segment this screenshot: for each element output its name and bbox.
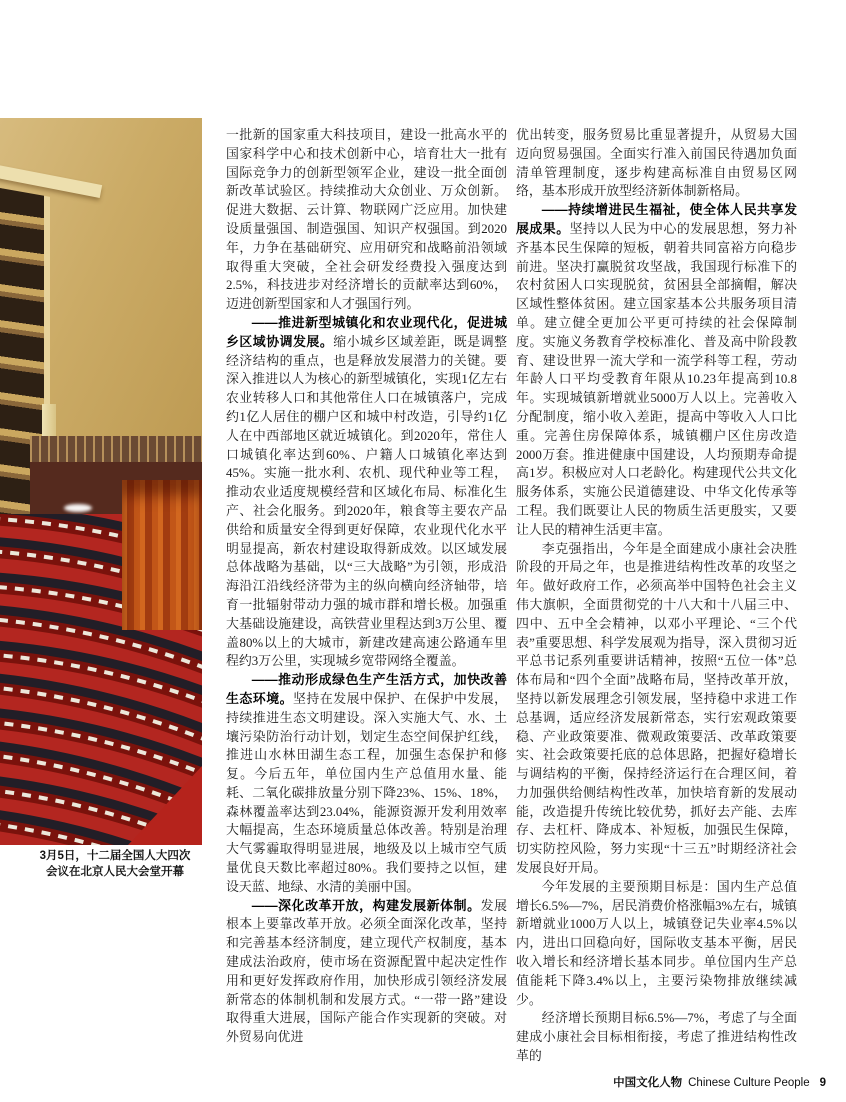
paragraph-text: 发展根本上要靠改革开放。必须全面深化改革，坚持和完善基本经济制度，建立现代产权制度，基本建成法治政府，使市场在资源配置中起决定性作用和更好发挥政府作用，加快形成引领经济发展新常态的体制机制和发展方式。“一带一路”建设取得重大进展，国际产能合作实现新的突破。对外贸易向优进 bbox=[226, 898, 508, 1045]
paragraph-growth-target bbox=[516, 1009, 797, 1065]
paragraph-text: 经济增长预期目标6.5%—7%，考虑了与全面建成小康社会目标相衔接，考虑了推进结构性改革的 bbox=[516, 1011, 797, 1064]
paragraph-reform-opening bbox=[226, 897, 507, 1047]
paragraph-trade bbox=[516, 126, 797, 201]
paragraph-text: 坚持在发展中保护、在保护中发展，持续推进生态文明建设。深入实施大气、水、土壤污染防治行动计划，划定生态空间保护红线，推进山水林田湖生态工程，加强生态保护和修复。今后五年，单位国内生产总值用水量、能耗、二氧化碳排放量分别下降23%、15%、18%，森林覆盖率达到23.04%，能源资源开发利用效率大幅提高，生态环境质量总体改善。特别是治理大气雾霾取得明显进展，地级及以上城市空气质量优良天数比率超过80%。我们要持之以恒，建设天蓝、地绿、水清的美丽中国。 bbox=[226, 691, 508, 894]
photo-caption-line2: 会议在北京人民大会堂开幕 bbox=[46, 865, 184, 878]
paragraph-science-tech bbox=[226, 126, 507, 314]
article-column-1 bbox=[226, 126, 507, 1047]
footer-magazine-name-cn: 中国文化人物 bbox=[613, 1077, 683, 1089]
article-column-2 bbox=[516, 126, 797, 1066]
page-footer bbox=[613, 1074, 826, 1090]
paragraph-urbanization bbox=[226, 314, 507, 671]
paragraph-livelihood bbox=[516, 201, 797, 539]
paragraph-lead: ——推进新型城镇化和农业现代化，促进城乡区域协调发展。 bbox=[226, 314, 507, 349]
paragraph-likeqiang-remarks bbox=[516, 540, 797, 878]
paragraph-text: 缩小城乡区域差距，既是调整经济结构的重点，也是释放发展潜力的关键。要深入推进以人为核心的新型城镇化，实现1亿左右农业转移人口和其他常住人口在城镇落户，完成约1亿人居住的棚户区和城中村改造，引导约1亿人在中西部地区就近城镇化。到2020年，常住人口城镇化率达到60%、户籍人口城镇化率达到45%。实施一批水利、农机、现代种业等工程，推动农业适度规模经营和区域化布局、标准化生产、社会化服务。到2020年，粮食等主要农产品供给和质量安全得到更好保障，农业现代化水平明显提高，新农村建设取得新成效。以区域发展总体战略为基础，以“三大战略”为引领，形成沿海沿江沿线经济带为主的纵向横向经济轴带，培育一批辐射带动力强的城市群和增长极。加强重大基础设施建设，高铁营业里程达到3万公里、覆盖80%以上的大城市，新建改建高速公路通车里程约3万公里，实现城乡宽带网络全覆盖。 bbox=[226, 334, 508, 669]
photo-caption-line1: 3月5日，十二届全国人大四次 bbox=[39, 850, 191, 862]
paragraph-lead: ——持续增进民生福祉，使全体人民共享发展成果。 bbox=[516, 202, 797, 236]
paragraph-text: 优出转变，服务贸易比重显著提升，从贸易大国迈向贸易强国。全面实行准入前国民待遇加负面清单管理制度，逐步构建高标准自由贸易区网络，基本形成开放型经济新体制新格局。 bbox=[516, 128, 797, 199]
paragraph-lead: ——推动形成绿色生产生活方式，加快改善生态环境。 bbox=[226, 672, 507, 706]
footer-magazine-name-en: Chinese Culture People bbox=[688, 1077, 810, 1089]
paragraph-text: 今年发展的主要预期目标是：国内生产总值增长6.5%—7%，居民消费价格涨幅3%左右，城镇新增就业1000万人以上，城镇登记失业率4.5%以内，进出口回稳向好，国际收支基本平衡，居民收入增长和经济增长基本同步。单位国内生产总值能耗下降3.4%以上，主要污染物排放继续减少。 bbox=[516, 879, 797, 1007]
paragraph-text: 李克强指出，今年是全面建成小康社会决胜阶段的开局之年，也是推进结构性改革的攻坚之年。做好政府工作，必须高举中国特色社会主义伟大旗帜，全面贯彻党的十八大和十八届三中、四中、五中全会精神，以邓小平理论、“三个代表”重要思想、科学发展观为指导，深入贯彻习近平总书记系列重要讲话精神，按照“五位一体”总体布局和“四个全面”战略布局，坚持改革开放，坚持以新发展理念引领发展，坚持稳中求进工作总基调，适应经济发展新常态，实行宏观政策要稳、产业政策要准、微观政策要活、改革政策要实、社会政策要托底的总体思路，把握好稳增长与调结构的平衡，保持经济运行在合理区间，着力加强供给侧结构性改革，加快培育新的发展动能，改造提升传统比较优势，抓好去产能、去库存、去杠杆、降成本、补短板，加强民生保障，切实防控风险，努力实现“十三五”时期经济社会发展良好开局。 bbox=[516, 541, 797, 876]
paragraph-text: 坚持以人民为中心的发展思想，努力补齐基本民生保障的短板，朝着共同富裕方向稳步前进。坚决打赢脱贫攻坚战，我国现行标准下的农村贫困人口实现脱贫，贫困县全部摘帽，解决区域性整体贫困。建立国家基本公共服务项目清单。建立健全更加公平更可持续的社会保障制度。实施义务教育学校标准化、普及高中阶段教育、建设世界一流大学和一流学科等工程，劳动年龄人口平均受教育年限从10.23年提高到10.8年。实现城镇新增就业5000万人以上。完善收入分配制度，缩小收入差距，提高中等收入人口比重。完善住房保障体系，城镇棚户区住房改造2000万套。推进健康中国建设，人均预期寿命提高1岁。积极应对人口老龄化。构建现代公共文化服务体系，实施公民道德建设、中华文化传承等工程。我们既要让人民的物质生活更殷实，又要让人民的精神生活更丰富。 bbox=[516, 221, 798, 537]
paragraph-green-environment bbox=[226, 671, 507, 897]
paragraph-lead: ——深化改革开放，构建发展新体制。 bbox=[251, 897, 481, 913]
photo-light-glint bbox=[64, 504, 92, 512]
photo-caption bbox=[28, 849, 202, 880]
paragraph-annual-targets bbox=[516, 878, 797, 1010]
paragraph-text: 一批新的国家重大科技项目，建设一批高水平的国家科学中心和技术创新中心，培育壮大一批有国际竞争力的创新型领军企业，建设一批全面创新改革试验区。持续推动大众创业、万众创新。促进大数据、云计算、物联网广泛应用。加快建设质量强国、制造强国、知识产权强国。到2020年，力争在基础研究、应用研究和战略前沿领域取得重大突破，全社会研发经费投入强度达到2.5%，科技进步对经济增长的贡献率达到60%，迈进创新型国家和人才强国行列。 bbox=[226, 128, 507, 312]
footer-page-number: 9 bbox=[819, 1077, 826, 1089]
congress-photo bbox=[0, 118, 202, 845]
photo-stage-curtain bbox=[122, 480, 202, 630]
